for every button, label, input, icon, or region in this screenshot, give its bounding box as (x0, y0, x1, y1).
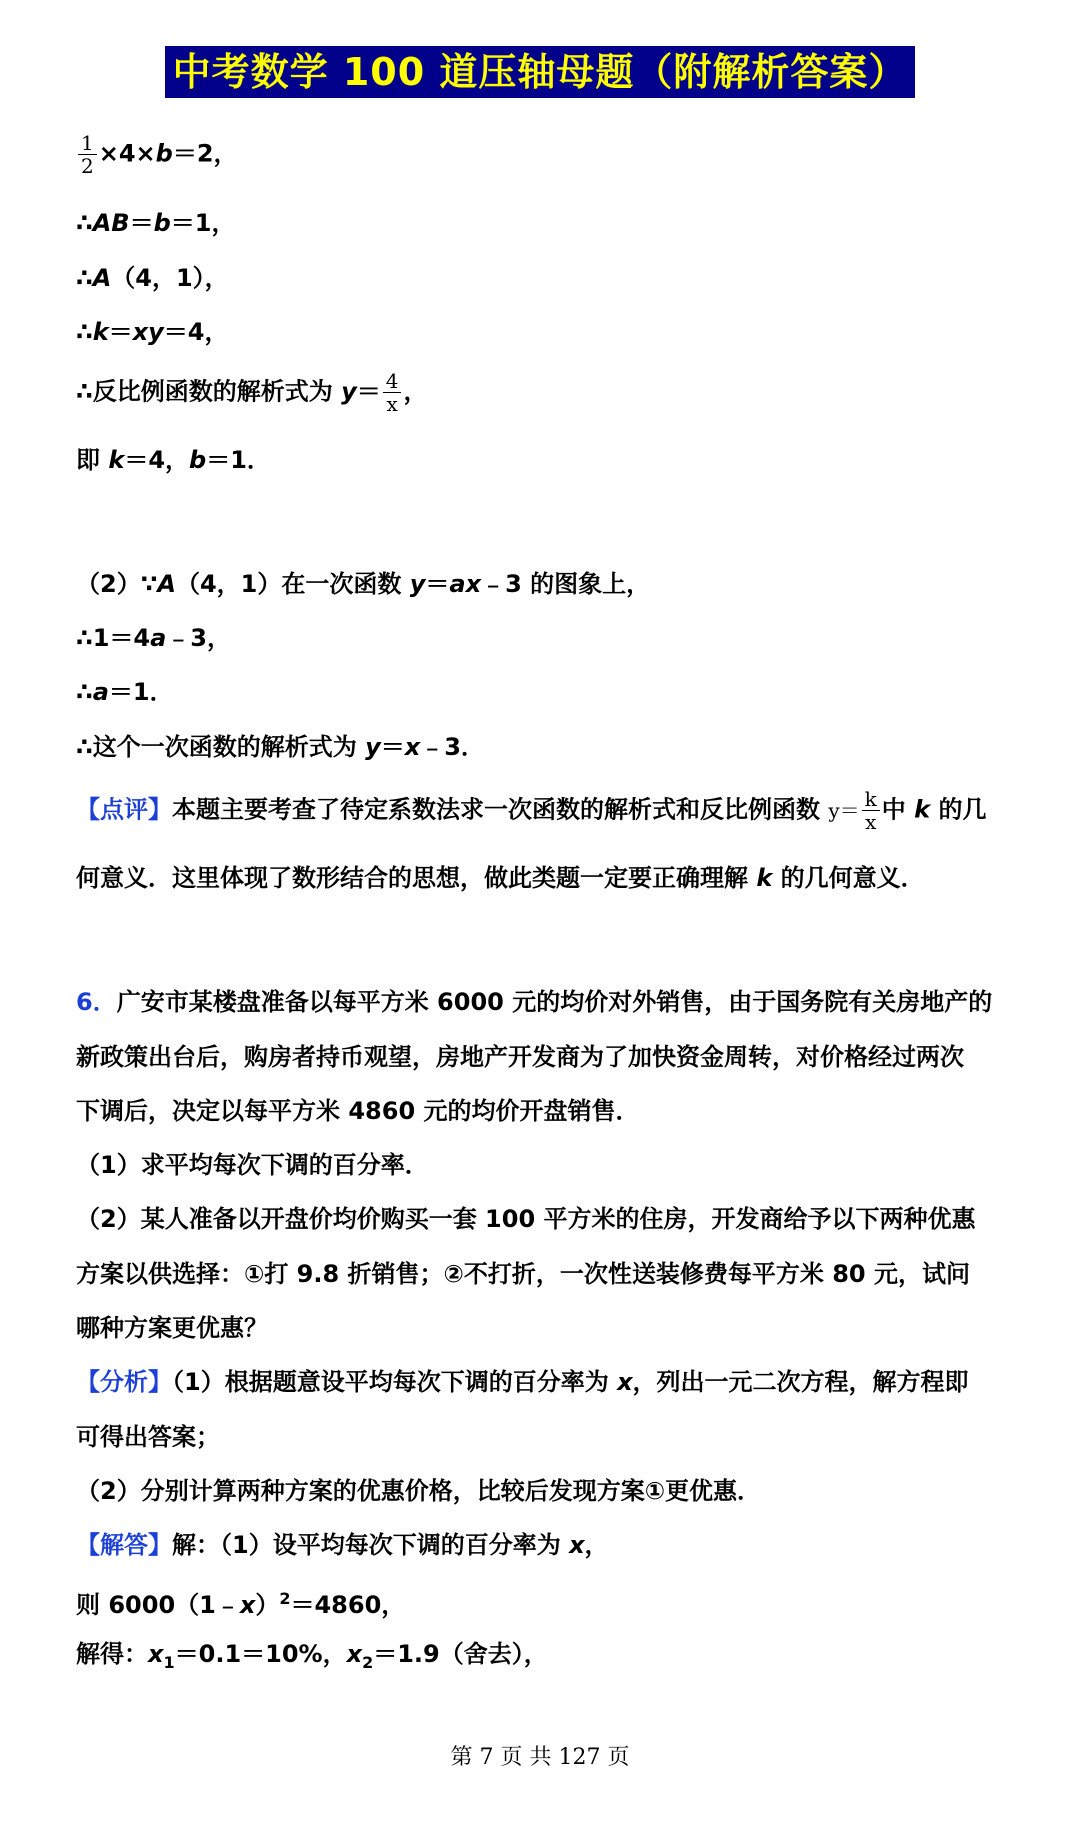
text: 方案以供选择：①打 9.8 折销售；②不打折，一次性送装修费每平方米 80 元，试问 (76, 1260, 970, 1288)
text: ＝4， (163, 318, 229, 346)
text: （2）某人准备以开盘价均价购买一套 100 平方米的住房，开发商给予以下两种优惠 (76, 1205, 976, 1233)
line-1 (76, 132, 238, 177)
frac-den: 2 (81, 154, 94, 178)
frac-num: 4 (383, 370, 402, 393)
text: ） (255, 1591, 280, 1619)
text: 即 (76, 446, 109, 474)
text: 解：（1）设平均每次下调的百分率为 (172, 1531, 570, 1559)
text: 则 6000（1﹣ (76, 1591, 240, 1619)
therefore: ∴ (76, 209, 93, 237)
text: （2）分别计算两种方案的优惠价格，比较后发现方案①更优惠． (76, 1477, 762, 1505)
text: ＝2， (172, 139, 238, 168)
line-10 (76, 731, 485, 763)
var-xy: xy (132, 318, 164, 346)
text: ＝4， (124, 446, 190, 474)
line-24 (76, 1583, 405, 1621)
superscript: 2 (279, 1589, 291, 1608)
line-7 (76, 568, 650, 600)
text: ，列出一元二次方程，解方程即 (632, 1368, 969, 1396)
line-23 (76, 1529, 609, 1561)
text: 本题主要考查了待定系数法求一次函数的解析式和反比例函数 (172, 795, 829, 824)
text: ＝1.9（舍去）， (373, 1640, 548, 1668)
therefore: ∴ (76, 318, 93, 346)
line-2 (76, 207, 235, 239)
line-17 (76, 1203, 976, 1235)
tag-comment: 【点评】 (76, 795, 172, 824)
var-x: x (617, 1368, 633, 1396)
line-4 (76, 316, 229, 348)
text: ＝ (425, 570, 450, 598)
var-k: k (108, 446, 125, 474)
page-footer: 第 7 页 共 127 页 (450, 1745, 630, 1770)
tag-answer: 【解答】 (76, 1531, 172, 1559)
var-a: a (150, 624, 167, 652)
text: 广安市某楼盘准备以每平方米 6000 元的均价对外销售，由于国务院有关房地产的 (116, 988, 993, 1016)
text: 何意义．这里体现了数形结合的思想，做此类题一定要正确理解 (76, 864, 757, 892)
text: ﹣3， (166, 624, 232, 652)
var-ax: ax (449, 570, 482, 598)
var-a: a (92, 678, 109, 706)
frac-den: x (386, 392, 398, 416)
line-15 (76, 1095, 640, 1127)
line-5 (76, 370, 427, 415)
tag-analysis: 【分析】 (76, 1368, 172, 1396)
page-title: 中考数学 100 道压轴母题（附解析答案） (165, 46, 916, 98)
text: ＝ (356, 377, 381, 406)
var-x: x (148, 1640, 164, 1668)
var-y: y (365, 733, 381, 761)
text: （1）根据题意设平均每次下调的百分率为 (172, 1368, 618, 1396)
text: （4，1）在一次函数 (175, 570, 410, 598)
text: ＝ (129, 209, 154, 237)
text: ﹣3． (420, 733, 485, 761)
var-k: k (914, 795, 931, 824)
text: ∴反比例函数的解析式为 (76, 377, 342, 406)
fraction-4-over-x (383, 370, 402, 415)
line-9 (76, 676, 174, 708)
therefore: ∴ (76, 678, 93, 706)
text: ∴这个一次函数的解析式为 (76, 733, 366, 761)
fraction-half (78, 132, 97, 177)
var-x: x (404, 733, 421, 761)
text: ， (584, 1531, 609, 1559)
var-k: k (756, 864, 773, 892)
line-12 (76, 862, 925, 894)
line-14 (76, 1041, 964, 1073)
line-6 (76, 444, 271, 476)
text: 中 (881, 795, 915, 824)
var-ab: AB (92, 209, 130, 237)
var-b: b (155, 139, 173, 168)
text: （1）求平均每次下调的百分率． (76, 1151, 429, 1179)
text: 的几何意义． (772, 864, 925, 892)
line-3 (76, 262, 229, 294)
text: ＝4860， (290, 1591, 406, 1619)
line-19 (76, 1312, 268, 1344)
text: 解得： (76, 1640, 148, 1668)
var-b: b (189, 446, 207, 474)
text: 下调后，决定以每平方米 4860 元的均价开盘销售． (76, 1097, 640, 1125)
var-k: k (92, 318, 109, 346)
line-8 (76, 622, 231, 654)
var-x: x (239, 1591, 256, 1619)
text: （4，1）， (111, 264, 229, 292)
text: ×4× (98, 139, 156, 168)
var-a: A (92, 264, 112, 292)
inline-y: y＝ (828, 798, 860, 823)
fraction-k-over-x (862, 788, 880, 833)
var-a: A (157, 570, 176, 598)
text: ＝0.1＝10%， (174, 1640, 347, 1668)
question-number: 6． (76, 988, 117, 1016)
var-x: x (569, 1531, 585, 1559)
title-wrap (0, 46, 1080, 98)
var-b: b (153, 209, 171, 237)
line-18 (76, 1258, 970, 1290)
text: ＝1， (170, 209, 236, 237)
line-16 (76, 1149, 429, 1181)
text: ＝ (108, 318, 133, 346)
var-x: x (346, 1640, 363, 1668)
text: 哪种方案更优惠？ (76, 1314, 268, 1342)
line-21 (76, 1421, 220, 1453)
line-22 (76, 1475, 761, 1507)
therefore: ∴ (76, 264, 93, 292)
text: （2）∵ (76, 570, 158, 598)
text: ＝1． (108, 678, 174, 706)
text: ， (403, 377, 428, 406)
frac-num: k (862, 788, 880, 811)
var-y: y (341, 377, 357, 406)
frac-num: 1 (78, 132, 97, 155)
text: 新政策出台后，购房者持币观望，房地产开发商为了加快资金周转，对价格经过两次 (76, 1043, 964, 1071)
text: 可得出答案； (76, 1423, 220, 1451)
text: ＝1． (206, 446, 271, 474)
text: ＝ (380, 733, 405, 761)
subscript: 2 (362, 1652, 374, 1672)
line-11 (76, 788, 986, 833)
subscript: 1 (163, 1652, 175, 1672)
line-13 (76, 986, 992, 1018)
text: ﹣3 的图象上， (481, 570, 651, 598)
var-y: y (409, 570, 426, 598)
line-25 (76, 1638, 548, 1679)
line-20 (76, 1366, 969, 1398)
text: ∴1＝4 (76, 624, 151, 652)
text: 的几 (930, 795, 987, 824)
frac-den: x (865, 810, 877, 834)
